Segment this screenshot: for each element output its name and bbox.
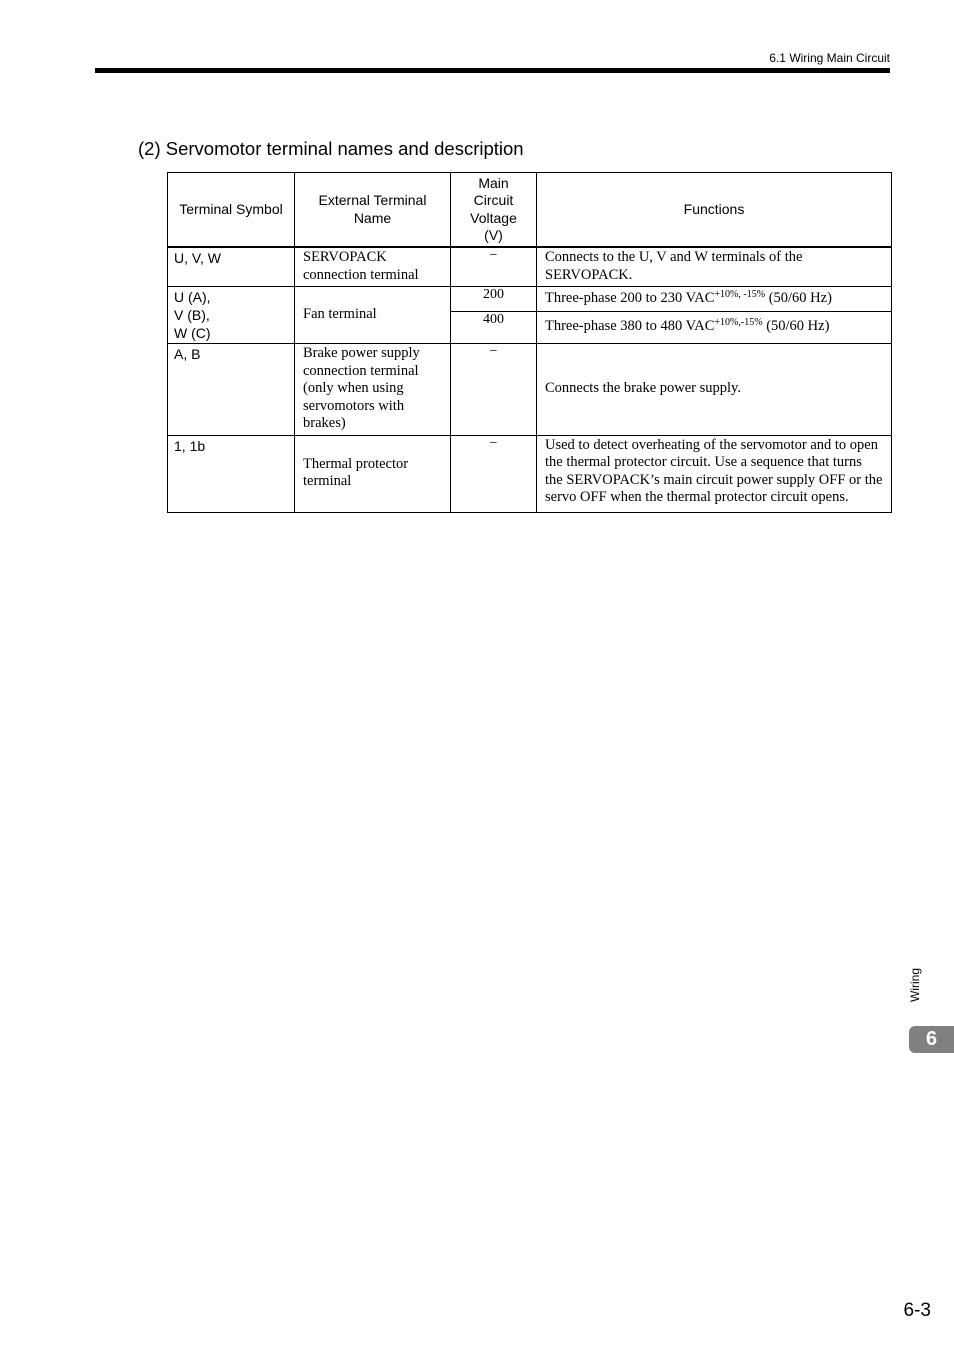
terminal-name: Fan terminal [295, 287, 451, 344]
column-header-name: External Terminal Name [295, 173, 451, 248]
terminal-name: Thermal protector terminal [295, 435, 451, 512]
column-header-symbol: Terminal Symbol [168, 173, 295, 248]
terminal-function: Connects to the U, V and W terminals of the SERVOPACK. [537, 247, 892, 287]
terminal-voltage: − [451, 247, 537, 287]
function-text: Three-phase 200 to 230 VAC [545, 289, 715, 306]
function-text: Three-phase 380 to 480 VAC [545, 318, 715, 335]
section-title: (2) Servomotor terminal names and description [138, 138, 524, 159]
function-frequency: (50/60 Hz) [765, 289, 832, 306]
terminal-function: Used to detect overheating of the servomotor and to open the thermal protector circuit. Use a sequence that turns the SERVOPACK’s main circuit power supply OFF or the servo OFF when the thermal protector circuit opens. [537, 435, 892, 512]
table-header-row [168, 173, 892, 248]
header-rule [95, 68, 890, 73]
table-row [168, 287, 892, 312]
table-row [168, 435, 892, 512]
table-row [168, 344, 892, 436]
terminal-name: Brake power supply connection terminal (only when using servomotors with brakes) [295, 344, 451, 436]
function-frequency: (50/60 Hz) [762, 318, 830, 335]
terminal-function [537, 312, 892, 344]
chapter-side-label: Wiring [908, 967, 922, 1002]
running-header: 6.1 Wiring Main Circuit [769, 51, 890, 65]
terminal-voltage: − [451, 435, 537, 512]
voltage-tolerance: +10%, -15% [714, 288, 766, 300]
table-row [168, 247, 892, 287]
voltage-tolerance: +10%,-15% [714, 317, 763, 329]
terminal-name: SERVOPACK connection terminal [295, 247, 451, 287]
terminal-symbol: 1, 1b [168, 435, 295, 512]
terminal-symbol: A, B [168, 344, 295, 436]
terminal-function: Connects the brake power supply. [537, 344, 892, 436]
column-header-voltage: Main Circuit Voltage (V) [451, 173, 537, 248]
terminal-table [167, 172, 892, 513]
terminal-function [537, 287, 892, 312]
page-number: 6-3 [903, 1300, 931, 1321]
column-header-functions: Functions [537, 173, 892, 248]
terminal-voltage: 400 [451, 312, 537, 344]
terminal-symbol: U, V, W [168, 247, 295, 287]
terminal-voltage: − [451, 344, 537, 436]
chapter-tab: 6 [909, 1026, 954, 1053]
terminal-symbol: U (A), V (B), W (C) [168, 287, 295, 344]
terminal-voltage: 200 [451, 287, 537, 312]
